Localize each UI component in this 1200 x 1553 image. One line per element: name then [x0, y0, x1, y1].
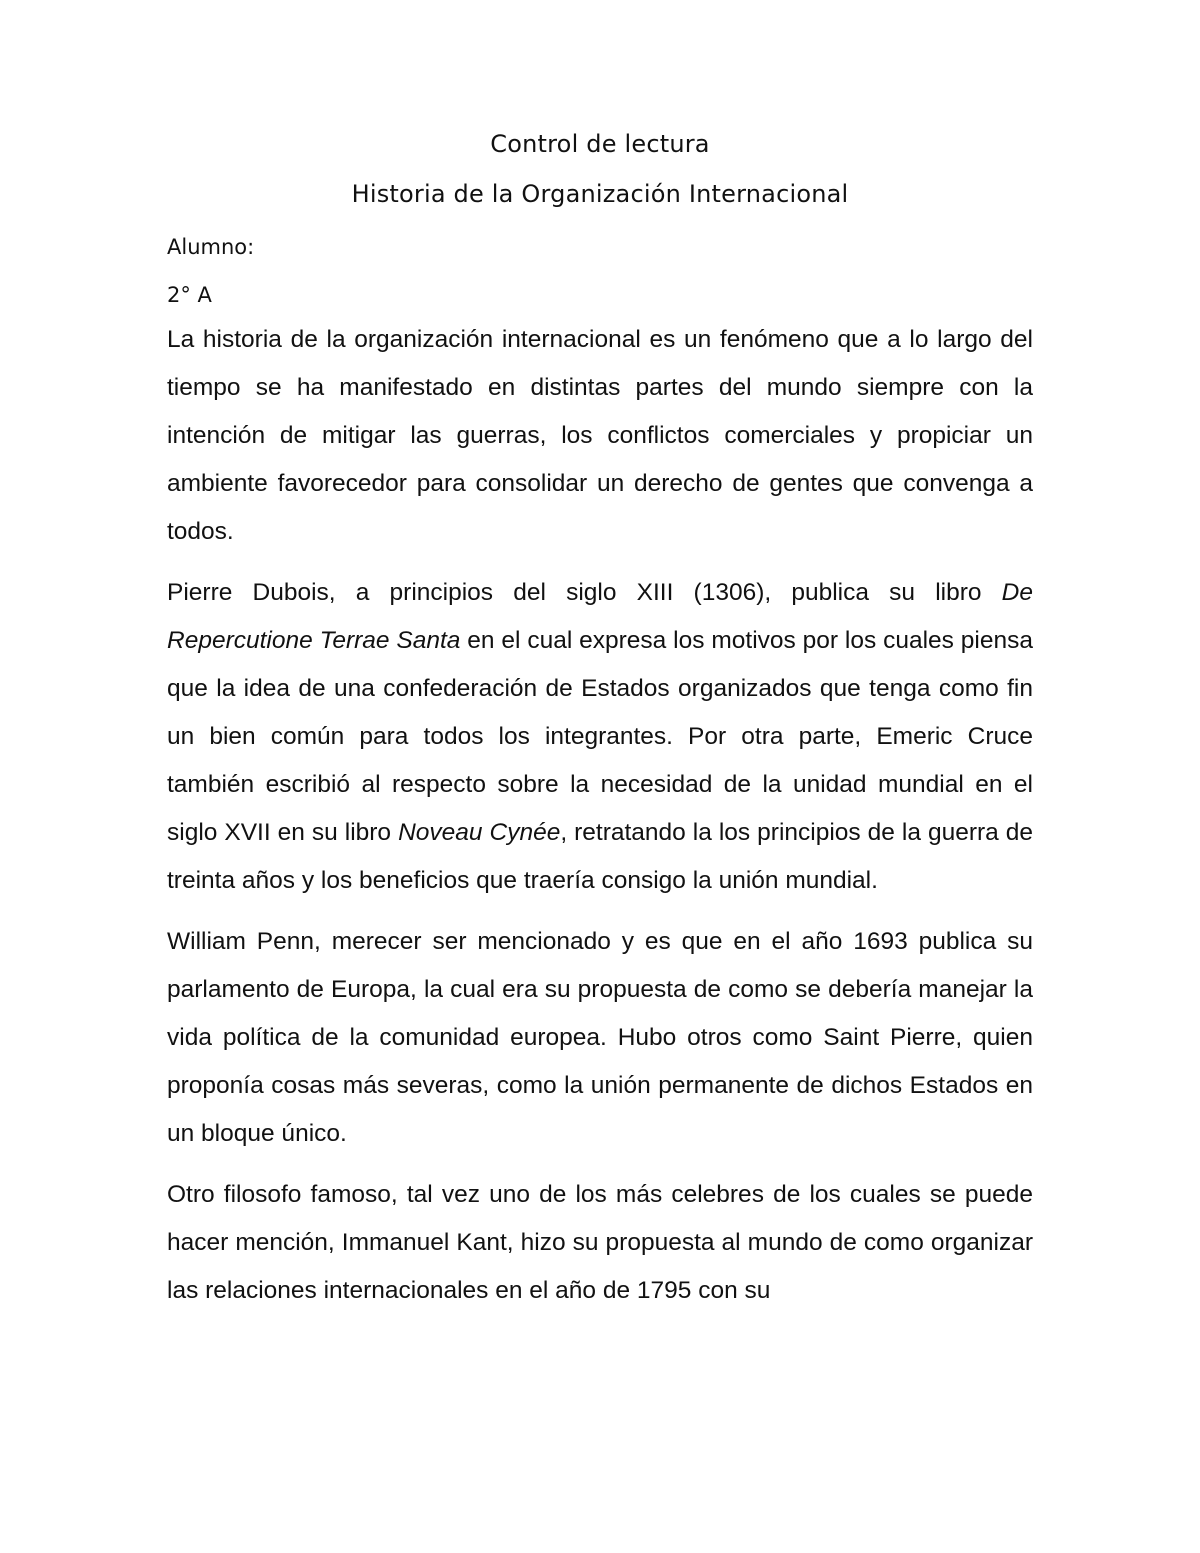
paragraph-kant: Otro filosofo famoso, tal vez uno de los más celebres de los cuales se puede hacer mención, Immanuel Kant, hizo su propuesta al mundo de como organizar las relaciones internacionales en el año de 1795 con su [167, 1181, 1033, 1304]
paragraph-text: , retratando la los principios de la guerra de treinta años y los beneficios que traería consigo la unión mundial. [167, 819, 1034, 894]
document-page [167, 128, 1033, 1315]
paragraph-text: Pierre Dubois, a principios del siglo XIII (1306), publica su libro [167, 579, 1002, 606]
paragraph-text: en el cual expresa los motivos por los cuales piensa que la idea de una confederación de Estados organizados que tenga como fin un bien común para todos los integrantes. Por otra parte, Emeric Cruce también escribió al respecto sobre la necesidad de la unidad mundial en el siglo XVII en su libro [167, 627, 1033, 846]
paragraph-dubois-cruce [167, 569, 1033, 905]
paragraph-penn: William Penn, merecer ser mencionado y es que en el año 1693 publica su parlamento de Europa, la cual era su propuesta de como se debería manejar la vida política de la comunidad europea. Hubo otros como Saint Pierre, quien proponía cosas más severas, como la unión permanente de dichos Estados en un bloque único. [167, 928, 1033, 1147]
book-title: Noveau Cynée [398, 819, 561, 846]
document-subtitle: Historia de la Organización Internacional [351, 180, 849, 208]
paragraph-intro: La historia de la organización internacional es un fenómeno que a lo largo del tiempo se ha manifestado en distintas partes del mundo siempre con la intención de mitigar las guerras, los conflictos comerciales y propiciar un ambiente favorecedor para consolidar un derecho de gentes que convenga a todos. [167, 326, 1033, 545]
document-title: Control de lectura [490, 130, 710, 158]
student-label: Alumno: [167, 235, 255, 259]
group-label: 2° A [167, 283, 212, 307]
book-title: De Repercutione Terrae Santa [167, 579, 1033, 654]
